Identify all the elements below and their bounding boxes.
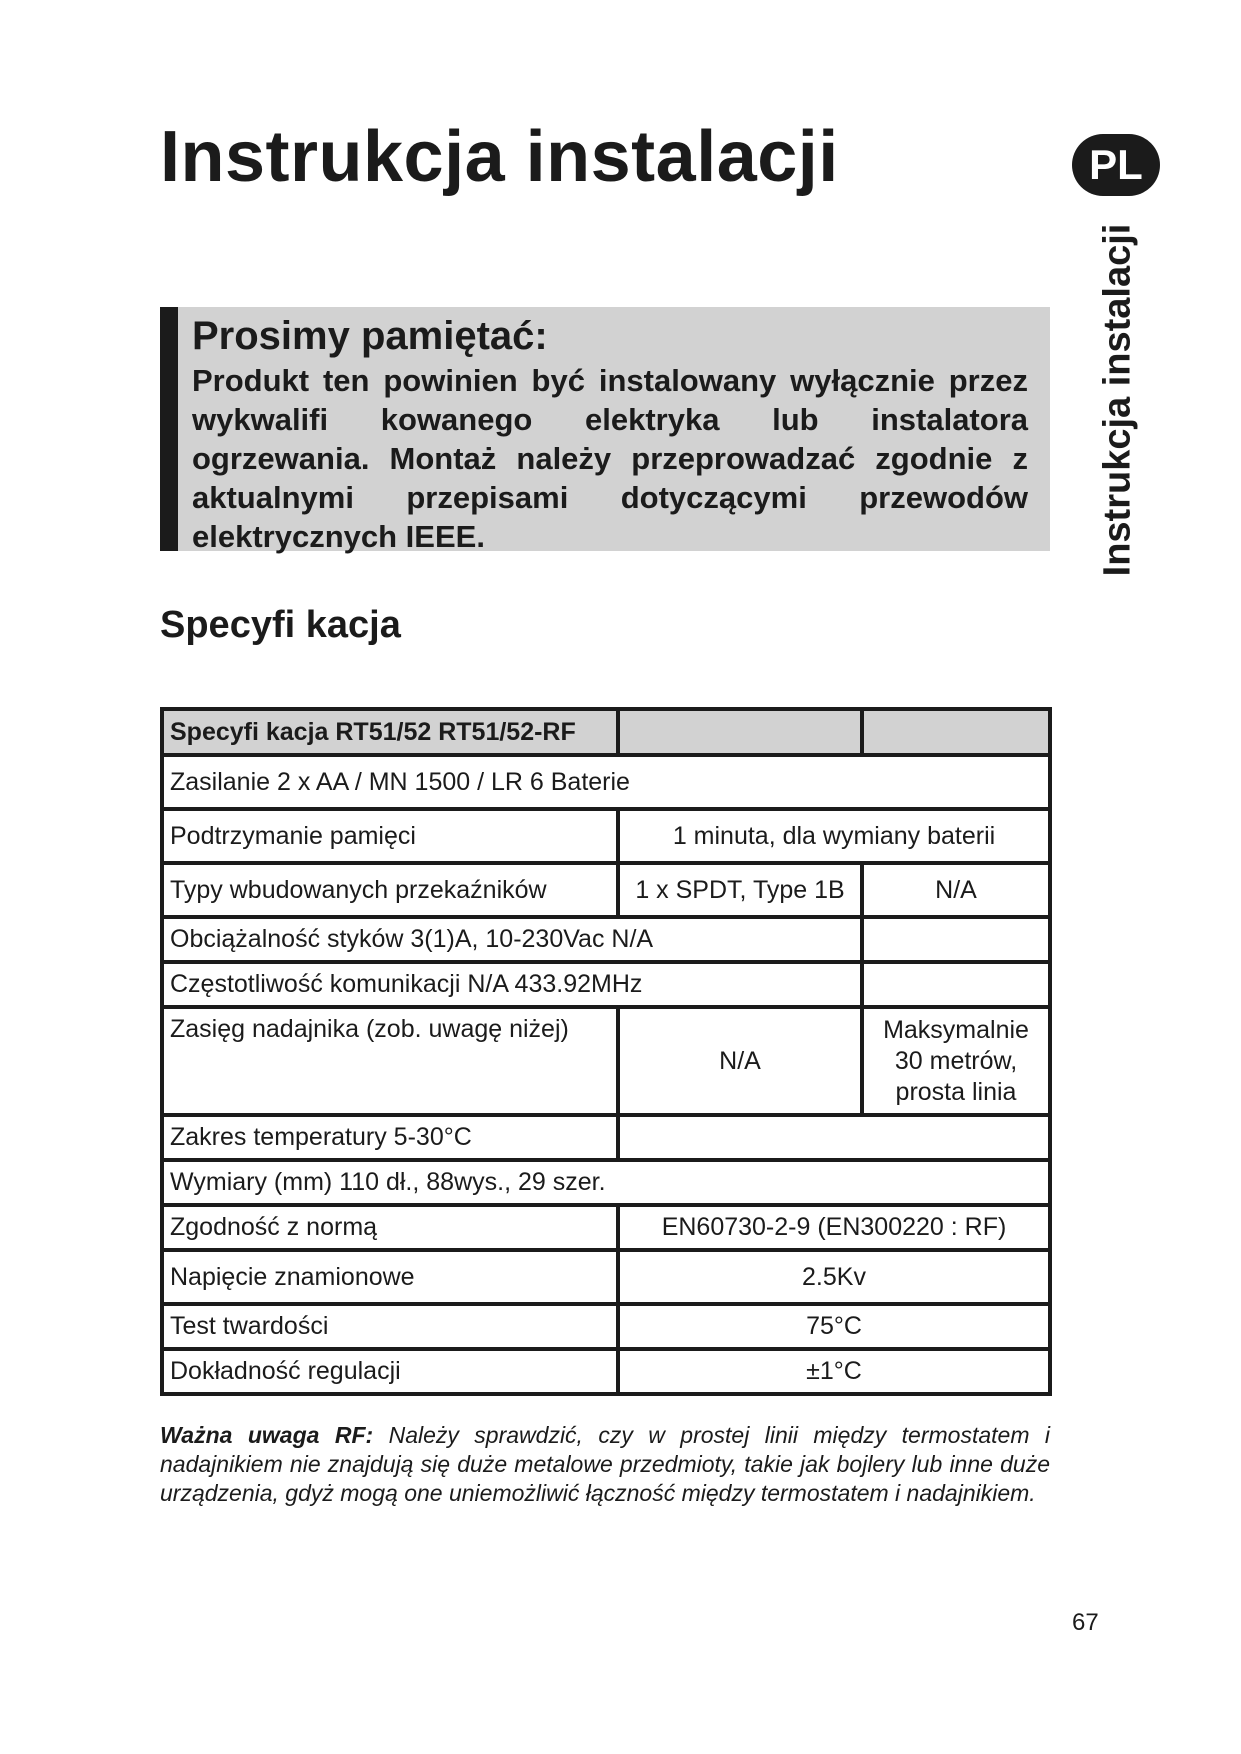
table-header-row	[162, 709, 1050, 755]
row-label: Zakres temperatury 5-30°C	[162, 1115, 618, 1160]
notice-box	[160, 307, 1050, 554]
table-header-cell: Specyfi kacja RT51/52 RT51/52-RF	[162, 709, 618, 755]
row-value: EN60730-2-9 (EN300220 : RF)	[618, 1205, 1050, 1250]
rf-note-text: Należy sprawdzić, czy w prostej linii między termostatem i nadajnikiem nie znajdują się duże metalowe przedmioty, takie jak bojlery lub inne duże urządzenia, gdyż mogą one uniemożliwić łączność między termostatem i nadajnikiem.	[160, 1422, 1051, 1506]
table-row	[162, 809, 1050, 863]
table-row	[162, 863, 1050, 917]
row-label: Zasilanie 2 x AA / MN 1500 / LR 6 Baterie	[162, 755, 1050, 809]
row-label: Obciążalność styków 3(1)A, 10-230Vac N/A	[162, 917, 862, 962]
row-value-a: N/A	[618, 1007, 862, 1115]
table-row	[162, 1205, 1050, 1250]
row-label: Zgodność z normą	[162, 1205, 618, 1250]
empty-cell	[862, 962, 1050, 1007]
row-label: Napięcie znamionowe	[162, 1250, 618, 1304]
row-label: Częstotliwość komunikacji N/A 433.92MHz	[162, 962, 862, 1007]
table-row	[162, 1115, 1050, 1160]
page-title: Instrukcja instalacji	[160, 117, 839, 197]
table-row	[162, 1349, 1050, 1394]
notice-body: Produkt ten powinien być instalowany wyłącznie przez wykwalifi kowanego elektryka lub instalatora ogrzewania. Montaż należy przeprowadzać zgodnie z aktualnymi przepisami dotyczącymi przewodów elektrycznych IEEE.	[192, 363, 1028, 554]
table-header-empty-cell	[862, 709, 1050, 755]
row-label: Dokładność regulacji	[162, 1349, 618, 1394]
notice-title: Prosimy pamiętać:	[192, 314, 548, 358]
page-number: 67	[1072, 1609, 1099, 1636]
row-label: Typy wbudowanych przekaźników	[162, 863, 618, 917]
empty-cell	[862, 917, 1050, 962]
row-value-b: N/A	[862, 863, 1050, 917]
row-value: 75°C	[618, 1304, 1050, 1349]
side-section-label: Instrukcja instalacji	[1096, 223, 1139, 577]
table-row	[162, 1160, 1050, 1205]
table-row	[162, 1304, 1050, 1349]
rf-note-lead: Ważna uwaga RF:	[160, 1422, 374, 1448]
row-value: ±1°C	[618, 1349, 1050, 1394]
rf-note	[160, 1421, 1050, 1508]
row-value-a: 1 x SPDT, Type 1B	[618, 863, 862, 917]
table-row	[162, 917, 1050, 962]
row-value: 2.5Kv	[618, 1250, 1050, 1304]
table-row	[162, 1250, 1050, 1304]
table-row	[162, 1007, 1050, 1115]
spec-table	[160, 707, 1052, 1396]
empty-cell	[618, 1115, 1050, 1160]
table-row	[162, 755, 1050, 809]
row-value-b: Maksymalnie 30 metrów, prosta linia	[862, 1007, 1050, 1115]
row-label: Podtrzymanie pamięci	[162, 809, 618, 863]
table-row	[162, 962, 1050, 1007]
language-badge: PL	[1072, 134, 1160, 196]
row-value: 1 minuta, dla wymiany baterii	[618, 809, 1050, 863]
row-label: Wymiary (mm) 110 dł., 88wys., 29 szer.	[162, 1160, 1050, 1205]
row-label: Test twardości	[162, 1304, 618, 1349]
section-heading: Specyfi kacja	[160, 604, 401, 646]
table-header-empty-cell	[618, 709, 862, 755]
row-label: Zasięg nadajnika (zob. uwagę niżej)	[162, 1007, 618, 1115]
